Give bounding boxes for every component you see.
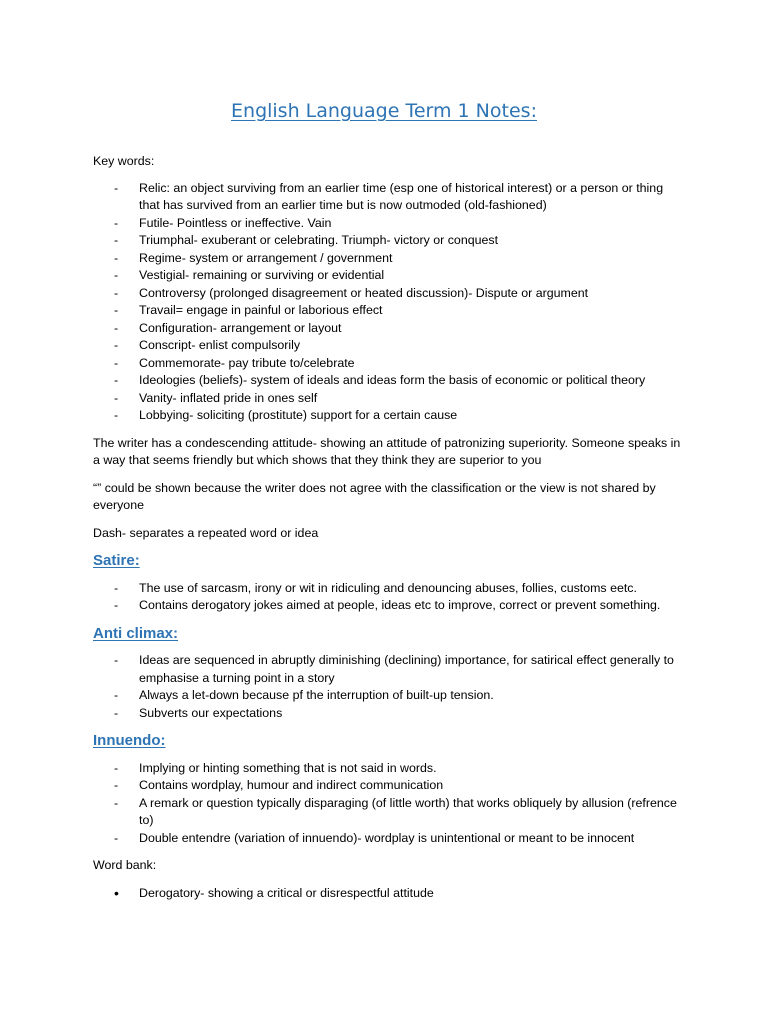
list-item: - Contains wordplay, humour and indirect communication (93, 777, 683, 795)
list-item: - Always a let-down because pf the interruption of built-up tension. (93, 687, 683, 705)
satire-list (93, 580, 683, 615)
page-title: English Language Term 1 Notes: (231, 100, 537, 122)
key-words-label: Key words: (93, 154, 155, 168)
word-bank-label: Word bank: (93, 858, 157, 872)
list-item: - Configuration- arrangement or layout (93, 320, 683, 338)
list-item: - Vanity- inflated pride in ones self (93, 390, 683, 408)
word-bank-list (93, 885, 683, 903)
heading-anti-climax: Anti climax: (93, 624, 179, 642)
list-item: - Triumphal- exuberant or celebrating. Triumph- victory or conquest (93, 232, 683, 250)
anti-climax-list (93, 652, 683, 722)
document-body (93, 150, 683, 902)
list-item: - Futile- Pointless or ineffective. Vain (93, 215, 683, 233)
paragraph-condescending: The writer has a condescending attitude- showing an attitude of patronizing superiority. Someone speaks in a way that seems friendly but which shows that they think they are superior to you (93, 435, 681, 467)
list-item: - Regime- system or arrangement / government (93, 250, 683, 268)
list-item: - Vestigial- remaining or surviving or evidential (93, 267, 683, 285)
list-item: - A remark or question typically disparaging (of little worth) that works obliquely by allusion (refrence to) (93, 795, 683, 830)
key-words-list (93, 180, 683, 425)
list-item: - Implying or hinting something that is not said in words. (93, 760, 683, 778)
list-item: - Travail= engage in painful or laborious effect (93, 302, 683, 320)
list-item: • Derogatory- showing a critical or disrespectful attitude (93, 885, 683, 903)
list-item: - Ideologies (beliefs)- system of ideals and ideas form the basis of economic or political theory (93, 372, 683, 390)
list-item: - Subverts our expectations (93, 705, 683, 723)
heading-innuendo: Innuendo: (93, 732, 166, 749)
innuendo-list (93, 760, 683, 848)
list-item: - Conscript- enlist compulsorily (93, 337, 683, 355)
list-item: - The use of sarcasm, irony or wit in ridiculing and denouncing abuses, follies, customs eetc. (93, 580, 683, 598)
list-item: - Relic: an object surviving from an earlier time (esp one of historical interest) or a person or thing that has survived from an earlier time but is now outmoded (old-fashioned) (93, 180, 683, 215)
list-item: - Double entendre (variation of innuendo)- wordplay is unintentional or meant to be innocent (93, 830, 683, 848)
list-item: - Lobbying- soliciting (prostitute) support for a certain cause (93, 407, 683, 425)
heading-satire: Satire: (93, 552, 140, 569)
list-item: - Controversy (prolonged disagreement or heated discussion)- Dispute or argument (93, 285, 683, 303)
paragraph-dash: Dash- separates a repeated word or idea (93, 525, 319, 540)
list-item: - Contains derogatory jokes aimed at people, ideas etc to improve, correct or prevent something. (93, 597, 683, 615)
paragraph-quotes: “” could be shown because the writer does not agree with the classification or the view is not shared by everyone (93, 480, 656, 512)
list-item: - Ideas are sequenced in abruptly diminishing (declining) importance, for satirical effect generally to emphasise a turning point in a story (93, 652, 683, 687)
list-item: - Commemorate- pay tribute to/celebrate (93, 355, 683, 373)
